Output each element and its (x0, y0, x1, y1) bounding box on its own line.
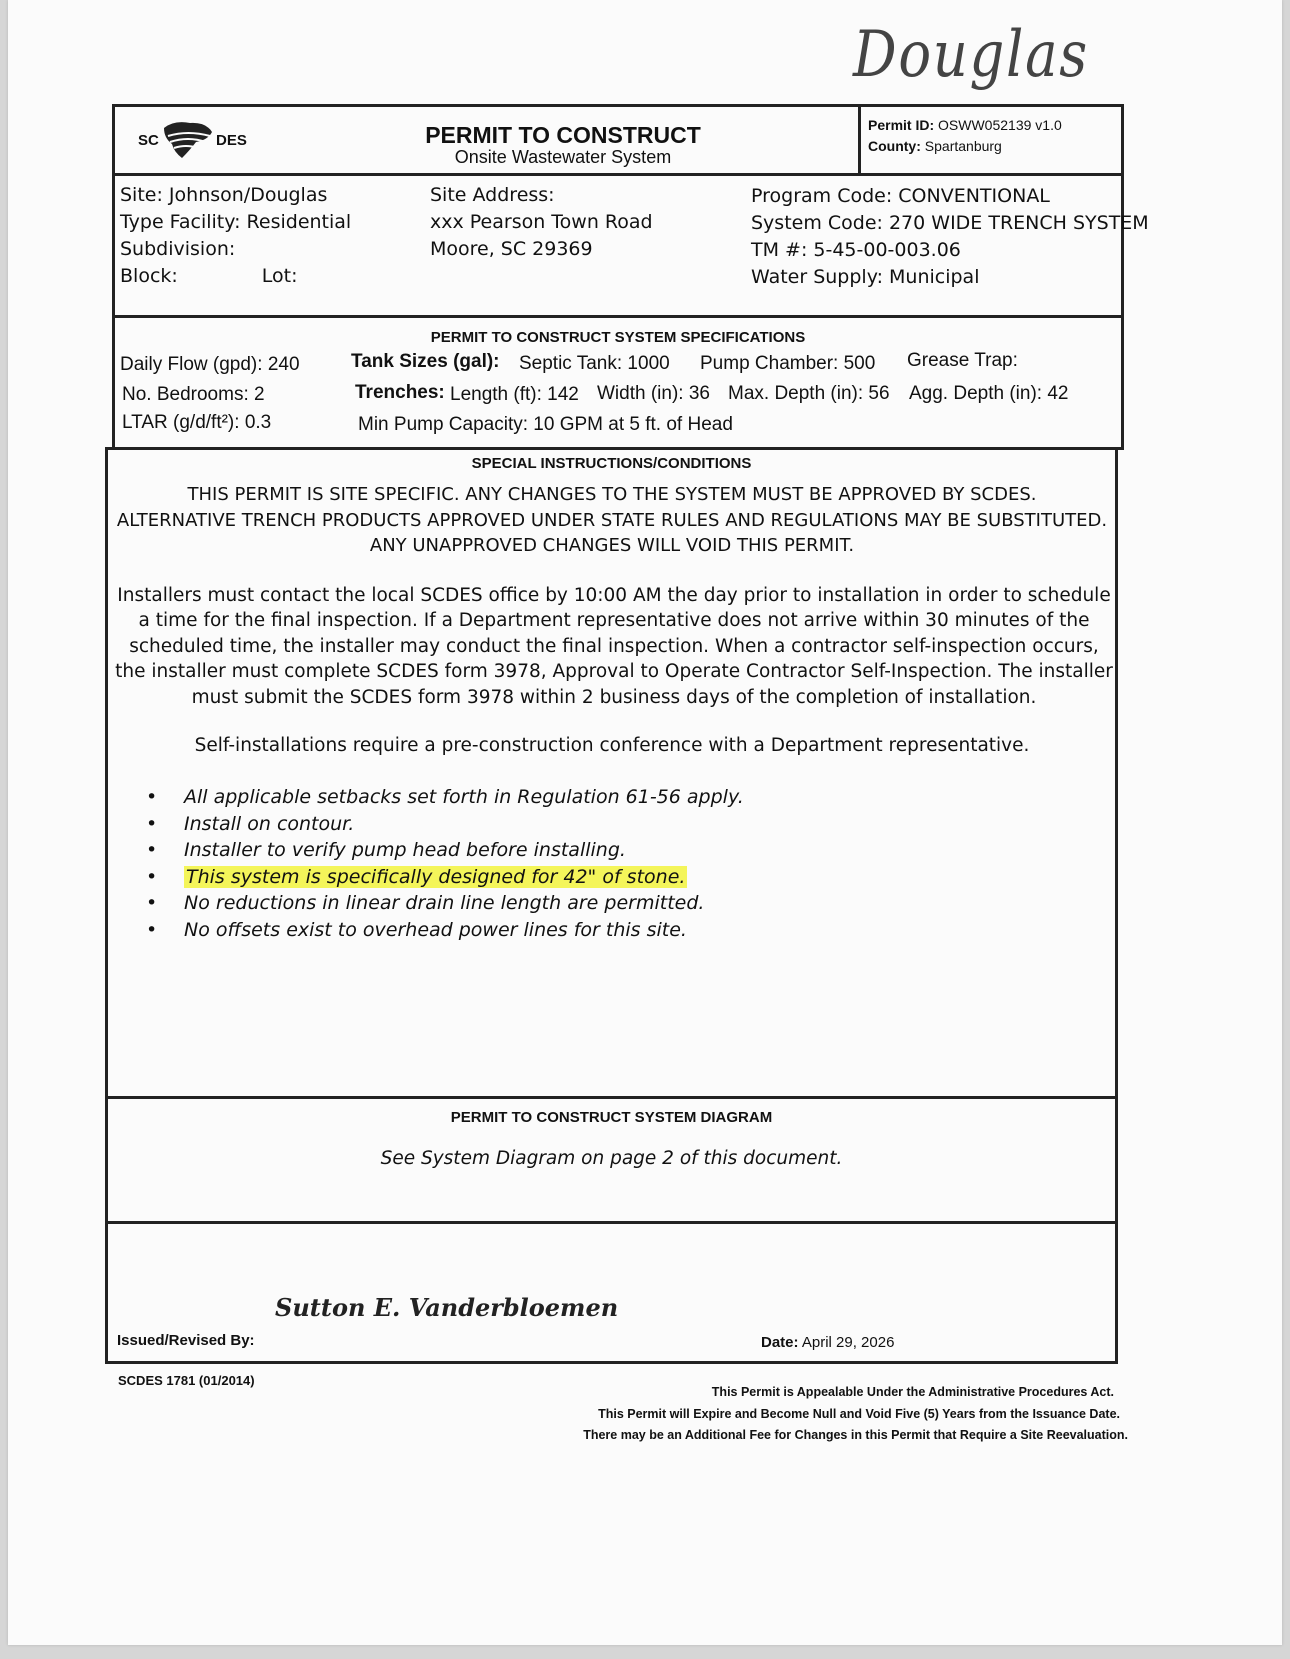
highlight: This system is specifically designed for 42" of stone. (186, 865, 686, 888)
address-line2: Moore, SC 29369 (430, 238, 593, 260)
tank-sizes-label: Tank Sizes (gal): (351, 351, 500, 372)
date-label: Date: (761, 1334, 799, 1351)
system-code: System Code: 270 WIDE TRENCH SYSTEM (751, 212, 1149, 234)
handwritten-name: Douglas (853, 18, 1089, 92)
site-col-middle (430, 182, 653, 263)
bedrooms: No. Bedrooms: 2 (122, 384, 265, 405)
site-address-label: Site Address: (430, 184, 555, 206)
pump-chamber: Pump Chamber: 500 (700, 353, 876, 374)
conditions-list (146, 784, 744, 944)
special-heading: SPECIAL INSTRUCTIONS/CONDITIONS (471, 455, 752, 472)
site-col-right (751, 183, 1149, 291)
type-facility: Type Facility: Residential (120, 211, 352, 233)
condition-item: • No offsets exist to overhead power lines for this site. (146, 917, 744, 944)
trench-width: Width (in): 36 (597, 383, 710, 404)
diagram-reference: See System Diagram on page 2 of this document. (380, 1148, 843, 1169)
ltar: LTAR (g/d/ft²): 0.3 (122, 412, 272, 433)
subdivision: Subdivision: (120, 238, 236, 260)
block: Block: (120, 265, 178, 287)
condition-item: • All applicable setbacks set forth in Regulation 61-56 apply. (146, 784, 744, 811)
condition-item-highlighted (146, 864, 744, 891)
header-divider (858, 104, 861, 176)
footer-notices (528, 1382, 1128, 1447)
address-line1: xxx Pearson Town Road (430, 211, 653, 233)
county-value: Spartanburg (924, 138, 1002, 154)
min-pump-capacity: Min Pump Capacity: 10 GPM at 5 ft. of Head (358, 414, 733, 435)
special-caps-notice (112, 482, 1112, 559)
date-row (761, 1334, 894, 1351)
logo-sc-text: SC (138, 132, 159, 149)
caps-line2: ALTERNATIVE TRENCH PRODUCTS APPROVED UNDER STATE RULES AND REGULATIONS MAY BE SUBSTITUTED. (116, 509, 1108, 531)
lot: Lot: (261, 265, 298, 287)
permit-id-label: Permit ID: (868, 117, 935, 133)
caps-line1: THIS PERMIT IS SITE SPECIFIC. ANY CHANGES TO THE SYSTEM MUST BE APPROVED BY SCDES. (187, 484, 1037, 505)
logo-des-text: DES (216, 132, 247, 149)
date-value: April 29, 2026 (801, 1334, 895, 1351)
daily-flow: Daily Flow (gpd): 240 (120, 354, 300, 375)
permit-page (8, 0, 1282, 1645)
trenches-label: Trenches: (355, 382, 445, 403)
permit-title: PERMIT TO CONSTRUCT (425, 122, 701, 148)
scdes-logo (132, 120, 262, 164)
water-supply: Water Supply: Municipal (751, 266, 980, 288)
condition-item: • No reductions in linear drain line length are permitted. (146, 890, 744, 917)
septic-tank: Septic Tank: 1000 (519, 353, 670, 374)
permit-id-row (868, 117, 1062, 133)
max-depth: Max. Depth (in): 56 (728, 383, 890, 404)
condition-item: • Installer to verify pump head before installing. (146, 837, 744, 864)
state-shape-icon (160, 120, 216, 164)
form-number: SCDES 1781 (01/2014) (118, 1373, 255, 1388)
site-col-left (120, 182, 351, 290)
footer-line2: This Permit will Expire and Become Null and Void Five (5) Years from the Issuance Date. (598, 1406, 1120, 1421)
block-lot-row (120, 263, 351, 290)
specs-heading: PERMIT TO CONSTRUCT SYSTEM SPECIFICATIONS (430, 329, 806, 346)
trench-length: Length (ft): 142 (450, 384, 579, 405)
caps-line3: ANY UNAPPROVED CHANGES WILL VOID THIS PERMIT. (369, 535, 855, 556)
site-name: Site: Johnson/Douglas (120, 184, 328, 206)
agg-depth: Agg. Depth (in): 42 (909, 383, 1069, 404)
program-code: Program Code: CONVENTIONAL (751, 185, 1050, 207)
grease-trap: Grease Trap: (907, 350, 1018, 371)
diagram-heading: PERMIT TO CONSTRUCT SYSTEM DIAGRAM (450, 1109, 773, 1126)
issued-by-label: Issued/Revised By: (117, 1332, 255, 1349)
county-label: County: (868, 138, 921, 154)
tm-number: TM #: 5-45-00-003.06 (751, 239, 961, 261)
installer-instructions: Installers must contact the local SCDES office by 10:00 AM the day prior to installation in order to schedule a time for the final inspection. If a Department representative does not arrive within 30 minutes of the scheduled time, the installer may conduct the final inspection. When a contractor self-inspection occurs, the installer must complete SCDES form 3978, Approval to Operate Contractor Self-Inspection. The installer must submit the SCDES form 3978 within 2 business days of the completion of installation. (115, 585, 1113, 708)
self-install-note: Self-installations require a pre-construction conference with a Department representative. (194, 735, 1030, 756)
signature: Sutton E. Vanderbloemen (275, 1293, 619, 1322)
county-row (868, 138, 1002, 154)
footer-line3: There may be an Additional Fee for Changes in this Permit that Require a Site Reevaluation. (583, 1428, 1128, 1442)
permit-subtitle: Onsite Wastewater System (454, 147, 672, 167)
permit-id-value: OSWW052139 v1.0 (938, 117, 1062, 133)
footer-line1: This Permit is Appealable Under the Administrative Procedures Act. (711, 1385, 1114, 1399)
condition-item: • Install on contour. (146, 811, 744, 838)
